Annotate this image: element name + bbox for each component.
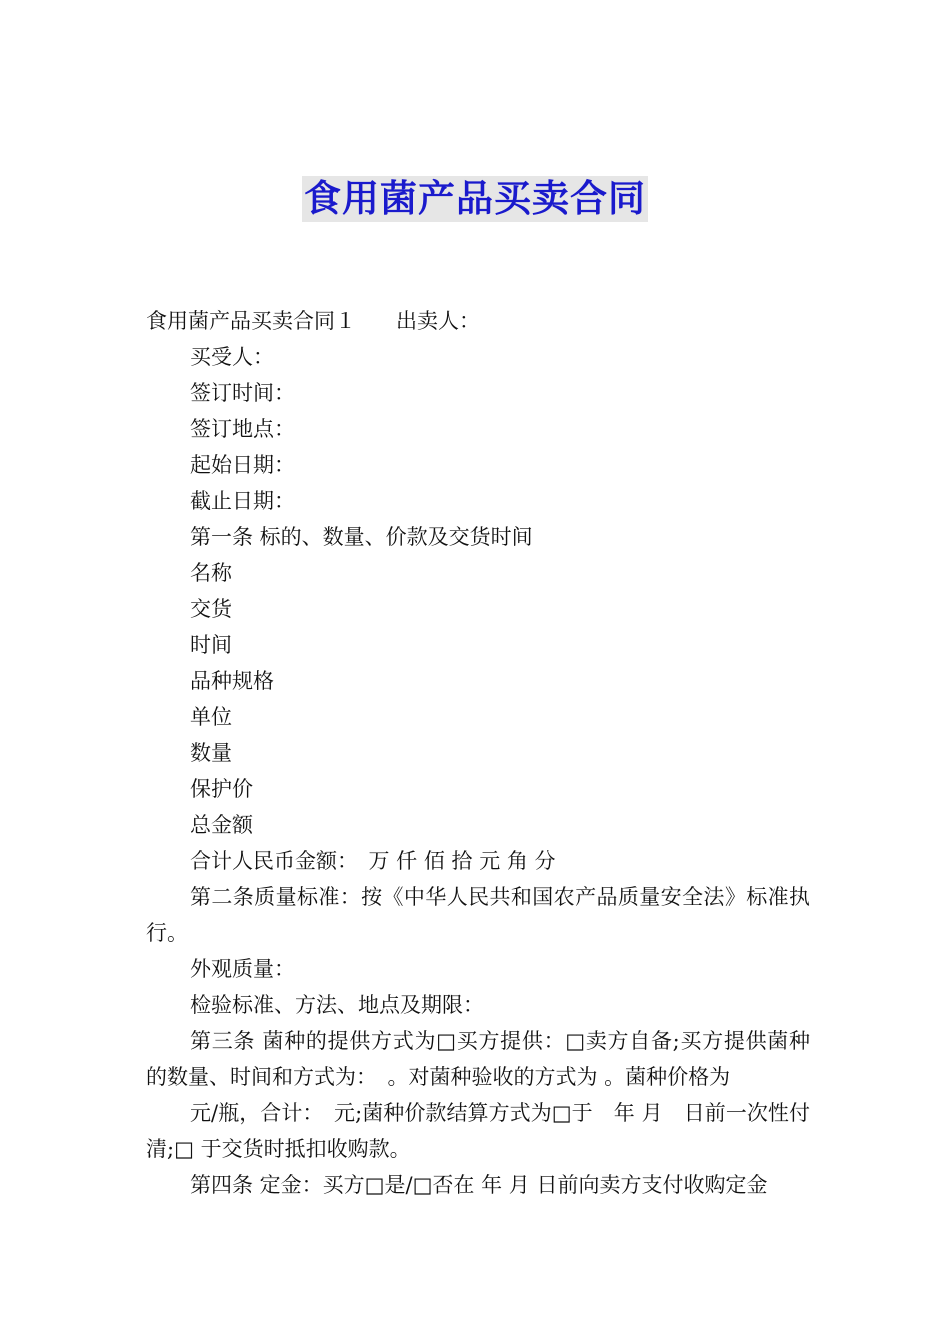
start-date-line: 起始日期： bbox=[190, 453, 295, 477]
field-protection-price: 保护价 bbox=[190, 777, 253, 801]
document-body bbox=[146, 303, 810, 1203]
appearance-quality-line: 外观质量： bbox=[190, 957, 295, 981]
signing-place-line: 签订地点： bbox=[190, 417, 295, 441]
document-title: 食用菌产品买卖合同 bbox=[304, 177, 646, 220]
signing-time-line: 签订时间： bbox=[190, 381, 295, 405]
contract-heading: 食用菌产品买卖合同１ bbox=[146, 309, 356, 333]
field-time: 时间 bbox=[190, 633, 232, 657]
intro-line bbox=[146, 303, 810, 339]
article-1-heading: 第一条 标的、数量、价款及交货时间 bbox=[190, 525, 533, 549]
end-date-line: 截止日期： bbox=[190, 489, 295, 513]
title-wrap bbox=[0, 176, 950, 222]
article-3-paragraph: 第三条 菌种的提供方式为□买方提供：□卖方自备;买方提供菌种的数量、时间和方式为： 。对菌种验收的方式为 。菌种价格为 bbox=[146, 1029, 810, 1089]
article-3-continued: 元/瓶，合计： 元;菌种价款结算方式为□于 年 月 日前一次性付清;□ 于交货时抵扣收购款。 bbox=[146, 1101, 810, 1161]
inspection-line: 检验标准、方法、地点及期限： bbox=[190, 993, 484, 1017]
field-unit: 单位 bbox=[190, 705, 232, 729]
field-delivery: 交货 bbox=[190, 597, 232, 621]
article-2-paragraph: 第二条质量标准：按《中华人民共和国农产品质量安全法》标准执行。 bbox=[146, 885, 810, 945]
buyer-line: 买受人： bbox=[190, 345, 274, 369]
field-quantity: 数量 bbox=[190, 741, 232, 765]
field-name: 名称 bbox=[190, 561, 232, 585]
field-variety-spec: 品种规格 bbox=[190, 669, 274, 693]
article-4-paragraph: 第四条 定金：买方□是/□否在 年 月 日前向卖方支付收购定金 bbox=[190, 1173, 768, 1197]
seller-label: 出卖人： bbox=[396, 309, 480, 333]
total-rmb-line: 合计人民币金额： 万 仟 佰 拾 元 角 分 bbox=[190, 849, 556, 873]
field-total-amount: 总金额 bbox=[190, 813, 253, 837]
